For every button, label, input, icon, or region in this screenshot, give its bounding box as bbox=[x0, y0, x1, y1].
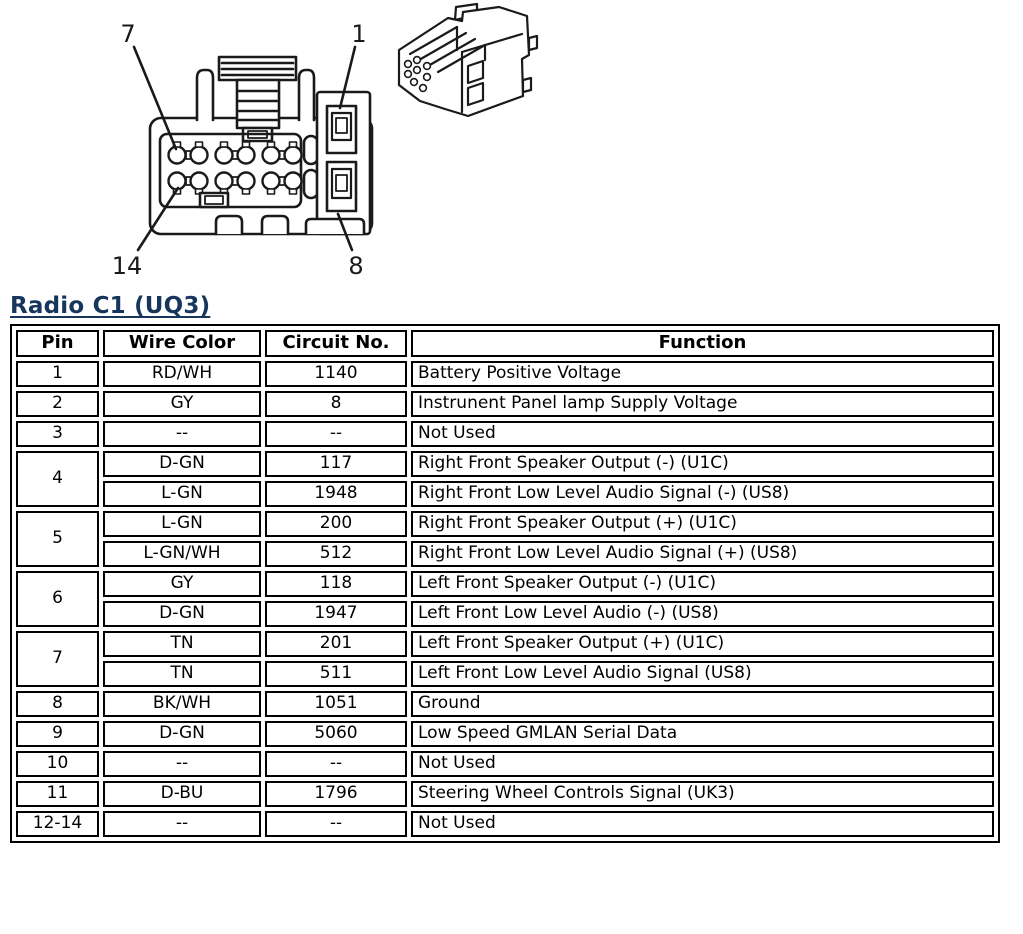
function-cell: Right Front Speaker Output (-) (U1C) bbox=[411, 451, 994, 477]
pin-cell: 3 bbox=[16, 421, 99, 447]
circuit-cell: -- bbox=[265, 751, 407, 777]
wire-color-cell: -- bbox=[103, 421, 261, 447]
table-row bbox=[16, 781, 994, 807]
function-cell: Left Front Low Level Audio Signal (US8) bbox=[411, 661, 994, 687]
pin-cell: 12-14 bbox=[16, 811, 99, 837]
pin8-callout-label: 8 bbox=[348, 252, 364, 280]
pin-cell: 8 bbox=[16, 691, 99, 717]
table-row bbox=[16, 751, 994, 777]
function-cell: Left Front Speaker Output (-) (U1C) bbox=[411, 571, 994, 597]
wire-color-cell: D-GN bbox=[103, 721, 261, 747]
function-cell: Steering Wheel Controls Signal (UK3) bbox=[411, 781, 994, 807]
connector-figure bbox=[0, 0, 1023, 290]
wire-color-cell: D-GN bbox=[103, 451, 261, 477]
wire-color-cell: D-BU bbox=[103, 781, 261, 807]
table-row bbox=[16, 691, 994, 717]
pin-cell: 10 bbox=[16, 751, 99, 777]
pin-cell: 7 bbox=[16, 631, 99, 687]
wire-color-cell: GY bbox=[103, 391, 261, 417]
wire-color-cell: L-GN bbox=[103, 481, 261, 507]
pin-cell: 5 bbox=[16, 511, 99, 567]
circuit-cell: 201 bbox=[265, 631, 407, 657]
table-row bbox=[16, 811, 994, 837]
large-terminal-cavities bbox=[317, 92, 370, 234]
col-header-pin: Pin bbox=[16, 330, 99, 357]
function-cell: Low Speed GMLAN Serial Data bbox=[411, 721, 994, 747]
function-cell: Battery Positive Voltage bbox=[411, 361, 994, 387]
function-cell: Left Front Low Level Audio (-) (US8) bbox=[411, 601, 994, 627]
table-row bbox=[16, 661, 994, 687]
pin-cell: 2 bbox=[16, 391, 99, 417]
connector-front-view-figure bbox=[150, 57, 372, 234]
function-cell: Not Used bbox=[411, 811, 994, 837]
circuit-cell: 1140 bbox=[265, 361, 407, 387]
circuit-cell: -- bbox=[265, 421, 407, 447]
col-header-function: Function bbox=[411, 330, 994, 357]
table-row bbox=[16, 451, 994, 477]
wire-color-cell: TN bbox=[103, 661, 261, 687]
table-header-row bbox=[16, 330, 994, 357]
circuit-cell: 8 bbox=[265, 391, 407, 417]
function-cell: Not Used bbox=[411, 421, 994, 447]
pin-cell: 4 bbox=[16, 451, 99, 507]
wire-color-cell: BK/WH bbox=[103, 691, 261, 717]
table-row bbox=[16, 631, 994, 657]
table-row bbox=[16, 601, 994, 627]
circuit-cell: 1948 bbox=[265, 481, 407, 507]
pin1-callout-label: 1 bbox=[351, 20, 367, 48]
circuit-cell: 1947 bbox=[265, 601, 407, 627]
wire-color-cell: -- bbox=[103, 751, 261, 777]
connector-diagram-svg bbox=[0, 0, 1023, 290]
wire-color-cell: GY bbox=[103, 571, 261, 597]
function-cell: Ground bbox=[411, 691, 994, 717]
circuit-cell: 118 bbox=[265, 571, 407, 597]
table-row bbox=[16, 421, 994, 447]
wire-color-cell: RD/WH bbox=[103, 361, 261, 387]
wire-color-cell: L-GN bbox=[103, 511, 261, 537]
connector-isometric-figure bbox=[399, 4, 537, 116]
function-cell: Right Front Speaker Output (+) (U1C) bbox=[411, 511, 994, 537]
col-header-circuit-no: Circuit No. bbox=[265, 330, 407, 357]
function-cell: Left Front Speaker Output (+) (U1C) bbox=[411, 631, 994, 657]
table-row bbox=[16, 721, 994, 747]
wire-color-cell: L-GN/WH bbox=[103, 541, 261, 567]
circuit-cell: 5060 bbox=[265, 721, 407, 747]
circuit-cell: -- bbox=[265, 811, 407, 837]
table-row bbox=[16, 511, 994, 537]
table-row bbox=[16, 541, 994, 567]
wire-color-cell: -- bbox=[103, 811, 261, 837]
pinout-table bbox=[10, 324, 1000, 843]
pin14-callout-label: 14 bbox=[111, 252, 143, 280]
pin-cell: 1 bbox=[16, 361, 99, 387]
circuit-cell: 200 bbox=[265, 511, 407, 537]
circuit-cell: 1796 bbox=[265, 781, 407, 807]
table-row bbox=[16, 571, 994, 597]
page-title: Radio C1 (UQ3) bbox=[10, 293, 211, 319]
function-cell: Right Front Low Level Audio Signal (-) (US8) bbox=[411, 481, 994, 507]
pin-cell: 6 bbox=[16, 571, 99, 627]
circuit-cell: 512 bbox=[265, 541, 407, 567]
col-header-wire-color: Wire Color bbox=[103, 330, 261, 357]
function-cell: Not Used bbox=[411, 751, 994, 777]
table-row bbox=[16, 481, 994, 507]
circuit-cell: 1051 bbox=[265, 691, 407, 717]
circuit-cell: 511 bbox=[265, 661, 407, 687]
table-row bbox=[16, 361, 994, 387]
table-row bbox=[16, 391, 994, 417]
pin-cell: 9 bbox=[16, 721, 99, 747]
pin-cell: 11 bbox=[16, 781, 99, 807]
function-cell: Instrunent Panel lamp Supply Voltage bbox=[411, 391, 994, 417]
pin7-callout-label: 7 bbox=[120, 20, 136, 48]
function-cell: Right Front Low Level Audio Signal (+) (US8) bbox=[411, 541, 994, 567]
circuit-cell: 117 bbox=[265, 451, 407, 477]
wire-color-cell: D-GN bbox=[103, 601, 261, 627]
wire-color-cell: TN bbox=[103, 631, 261, 657]
